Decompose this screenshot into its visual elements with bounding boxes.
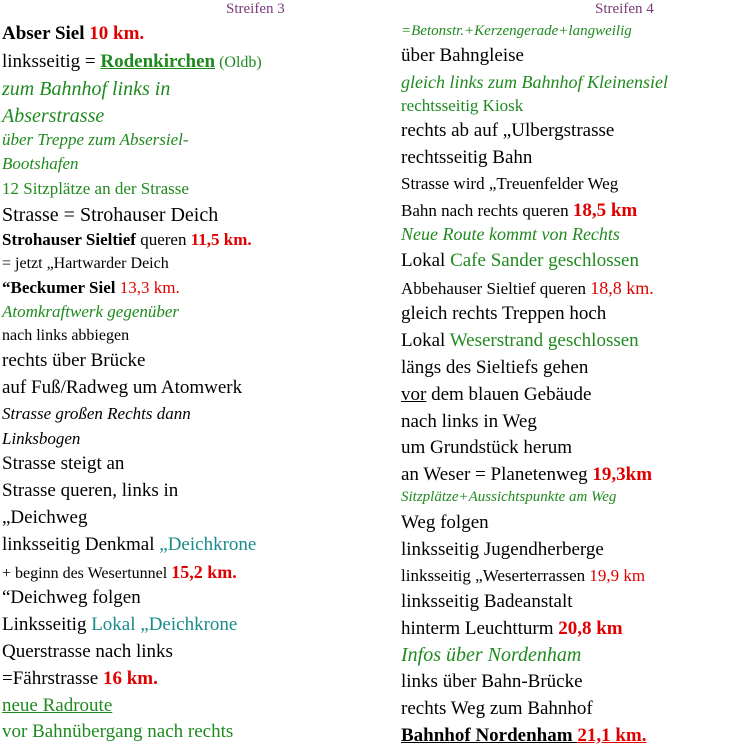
route-text: Abserstrasse: [2, 105, 105, 127]
route-line: [401, 97, 523, 114]
route-text: dem blauen Gebäude: [426, 384, 592, 405]
route-line: [401, 385, 591, 404]
column-header: Streifen 3: [226, 1, 285, 17]
route-line: [2, 351, 146, 370]
route-text: Abbehauser Sieltief queren: [401, 279, 591, 298]
route-line: [2, 231, 252, 248]
route-text: rechts über Brücke: [2, 350, 146, 371]
route-line: [401, 279, 654, 297]
route-line: [401, 619, 623, 638]
route-text: (Oldb): [215, 54, 262, 71]
route-text: 13,3 km.: [115, 278, 180, 297]
route-line: [401, 73, 668, 91]
route-text: Strasse = Strohauser Deich: [2, 204, 219, 226]
route-text: hinterm Leuchtturm: [401, 618, 559, 639]
route-line: [401, 645, 581, 665]
route-line: [2, 481, 178, 500]
route-text: längs des Sieltiefs gehen: [401, 357, 589, 378]
route-text: zum Bahnhof links in: [2, 78, 171, 100]
route-text: 21,1 km.: [577, 725, 647, 746]
route-text: links über Bahn-Brücke: [401, 671, 583, 692]
route-text: Atomkraftwerk gegenüber: [2, 302, 180, 321]
route-line: [2, 535, 256, 554]
route-text: rechts ab auf „Ulbergstrasse: [401, 120, 615, 141]
route-line: [2, 24, 144, 43]
route-text: Strohauser Sieltief: [2, 230, 136, 249]
route-line: [2, 303, 179, 320]
route-line: [2, 131, 189, 148]
route-text: Strasse steigt an: [2, 453, 125, 474]
route-text: linksseitig =: [2, 51, 101, 72]
route-text: 20,8 km: [558, 618, 623, 639]
route-text: 19,3km: [592, 464, 653, 485]
route-line: [401, 201, 637, 220]
route-text: nach links in Weg: [401, 411, 537, 432]
route-line: [401, 567, 645, 584]
route-line: [2, 696, 112, 715]
route-line: [401, 148, 532, 167]
route-text: rechtsseitig Bahn: [401, 147, 533, 168]
route-line: [401, 304, 606, 323]
route-line: [2, 180, 189, 197]
route-line: [401, 465, 652, 484]
route-line: [401, 513, 489, 532]
route-line: [401, 175, 618, 192]
route-text: Sitzplätze+Aussichtspunkte am Weg: [401, 489, 617, 505]
route-line: [2, 669, 158, 688]
route-line: [2, 205, 218, 225]
route-text: 19,9 km: [589, 566, 646, 585]
route-line: [2, 155, 79, 172]
route-line: [401, 490, 616, 505]
route-text: Linksbogen: [2, 429, 81, 448]
route-text: gleich links zum Bahnhof Kleinensiel: [401, 72, 668, 92]
route-line: [2, 642, 173, 661]
route-text: linksseitig Jugendherberge: [401, 539, 604, 560]
route-text: gleich rechts Treppen hoch: [401, 303, 607, 324]
route-text: 15,2 km.: [171, 562, 237, 582]
route-text: queren: [135, 230, 191, 249]
route-line: [401, 438, 572, 457]
route-text: 16 km.: [102, 668, 158, 689]
route-text: “Beckumer Siel: [2, 278, 116, 297]
route-text: 18,5 km: [572, 200, 638, 221]
route-text: =Betonstr.+Kerzengerade+langweilig: [401, 23, 632, 39]
route-text: Infos über Nordenham: [401, 644, 582, 666]
route-text: 11,5 km.: [190, 230, 252, 249]
route-line: [401, 358, 588, 377]
route-text: Bahnhof Nordenham: [401, 725, 578, 746]
route-text: Strasse queren, links in: [2, 480, 179, 501]
route-line: [2, 722, 233, 741]
route-line: [401, 592, 573, 611]
route-line: [2, 588, 141, 607]
route-line: [2, 563, 237, 582]
route-text: =Fährstrasse: [2, 668, 103, 689]
route-line: [2, 405, 191, 422]
route-line: [401, 699, 593, 718]
route-text: „Deichkrone: [159, 534, 257, 555]
route-text: linksseitig Denkmal: [2, 534, 160, 555]
route-line: [401, 121, 614, 140]
route-text: rechts Weg zum Bahnhof: [401, 698, 593, 719]
route-text: Lokal „Deichkrone: [91, 614, 238, 635]
route-line: [2, 328, 129, 344]
route-text: rechtsseitig Kiosk: [401, 96, 524, 115]
route-line: [401, 24, 632, 39]
route-text: linksseitig Badeanstalt: [401, 591, 573, 612]
route-text: Strasse wird „Treuenfelder Weg: [401, 174, 619, 193]
route-text: nach links abbiegen: [2, 327, 130, 344]
route-text: Cafe Sander geschlossen: [450, 250, 639, 271]
route-text: Querstrasse nach links: [2, 641, 173, 662]
route-line: [2, 508, 87, 527]
route-text: Bahn nach rechts queren: [401, 201, 573, 220]
route-line: [2, 430, 80, 447]
route-line: [2, 106, 104, 126]
route-text: linksseitig „Weserterrassen: [401, 566, 590, 585]
route-text: Abser Siel: [2, 23, 85, 44]
route-line: [401, 412, 537, 431]
route-text: Lokal: [401, 330, 450, 351]
route-line: [2, 454, 124, 473]
route-text: Lokal: [401, 250, 451, 271]
route-line: [2, 79, 170, 99]
route-line: [401, 46, 524, 65]
route-line: [2, 378, 242, 397]
route-line: [401, 225, 620, 243]
route-text: 10 km.: [84, 23, 145, 44]
route-line: [401, 331, 639, 350]
route-text: um Grundstück herum: [401, 437, 572, 458]
route-text: Weserstrand geschlossen: [449, 330, 639, 351]
route-line: [401, 251, 639, 270]
route-text: Linksseitig: [2, 614, 92, 635]
route-line: [2, 615, 237, 634]
route-text: Bootshafen: [2, 154, 79, 173]
route-text: “Deichweg folgen: [2, 587, 141, 608]
route-text: „Deichweg: [2, 507, 88, 528]
route-text: vor Bahnübergang nach rechts: [2, 721, 234, 742]
route-text: an Weser = Planetenweg: [401, 464, 593, 485]
route-text: 12 Sitzplätze an der Strasse: [2, 179, 189, 198]
route-line: [401, 726, 646, 745]
route-text: 18,8 km.: [590, 278, 654, 298]
route-text: neue Radroute: [2, 695, 113, 716]
route-text: über Treppe zum Absersiel-: [2, 130, 189, 149]
route-text: Rodenkirchen: [100, 51, 216, 72]
route-line: [2, 256, 169, 272]
column-header: Streifen 4: [595, 1, 654, 17]
route-line: [401, 672, 583, 691]
route-text: vor: [401, 384, 427, 405]
route-text: auf Fuß/Radweg um Atomwerk: [2, 377, 243, 398]
route-text: + beginn des Wesertunnel: [2, 565, 172, 582]
route-text: = jetzt „Hartwarder Deich: [2, 255, 169, 272]
route-text: über Bahngleise: [401, 45, 524, 66]
route-text: Weg folgen: [401, 512, 489, 533]
route-line: [401, 540, 604, 559]
route-text: Strasse großen Rechts dann: [2, 404, 191, 423]
route-line: [2, 52, 262, 71]
route-text: Neue Route kommt von Rechts: [401, 224, 620, 244]
route-line: [2, 279, 180, 296]
